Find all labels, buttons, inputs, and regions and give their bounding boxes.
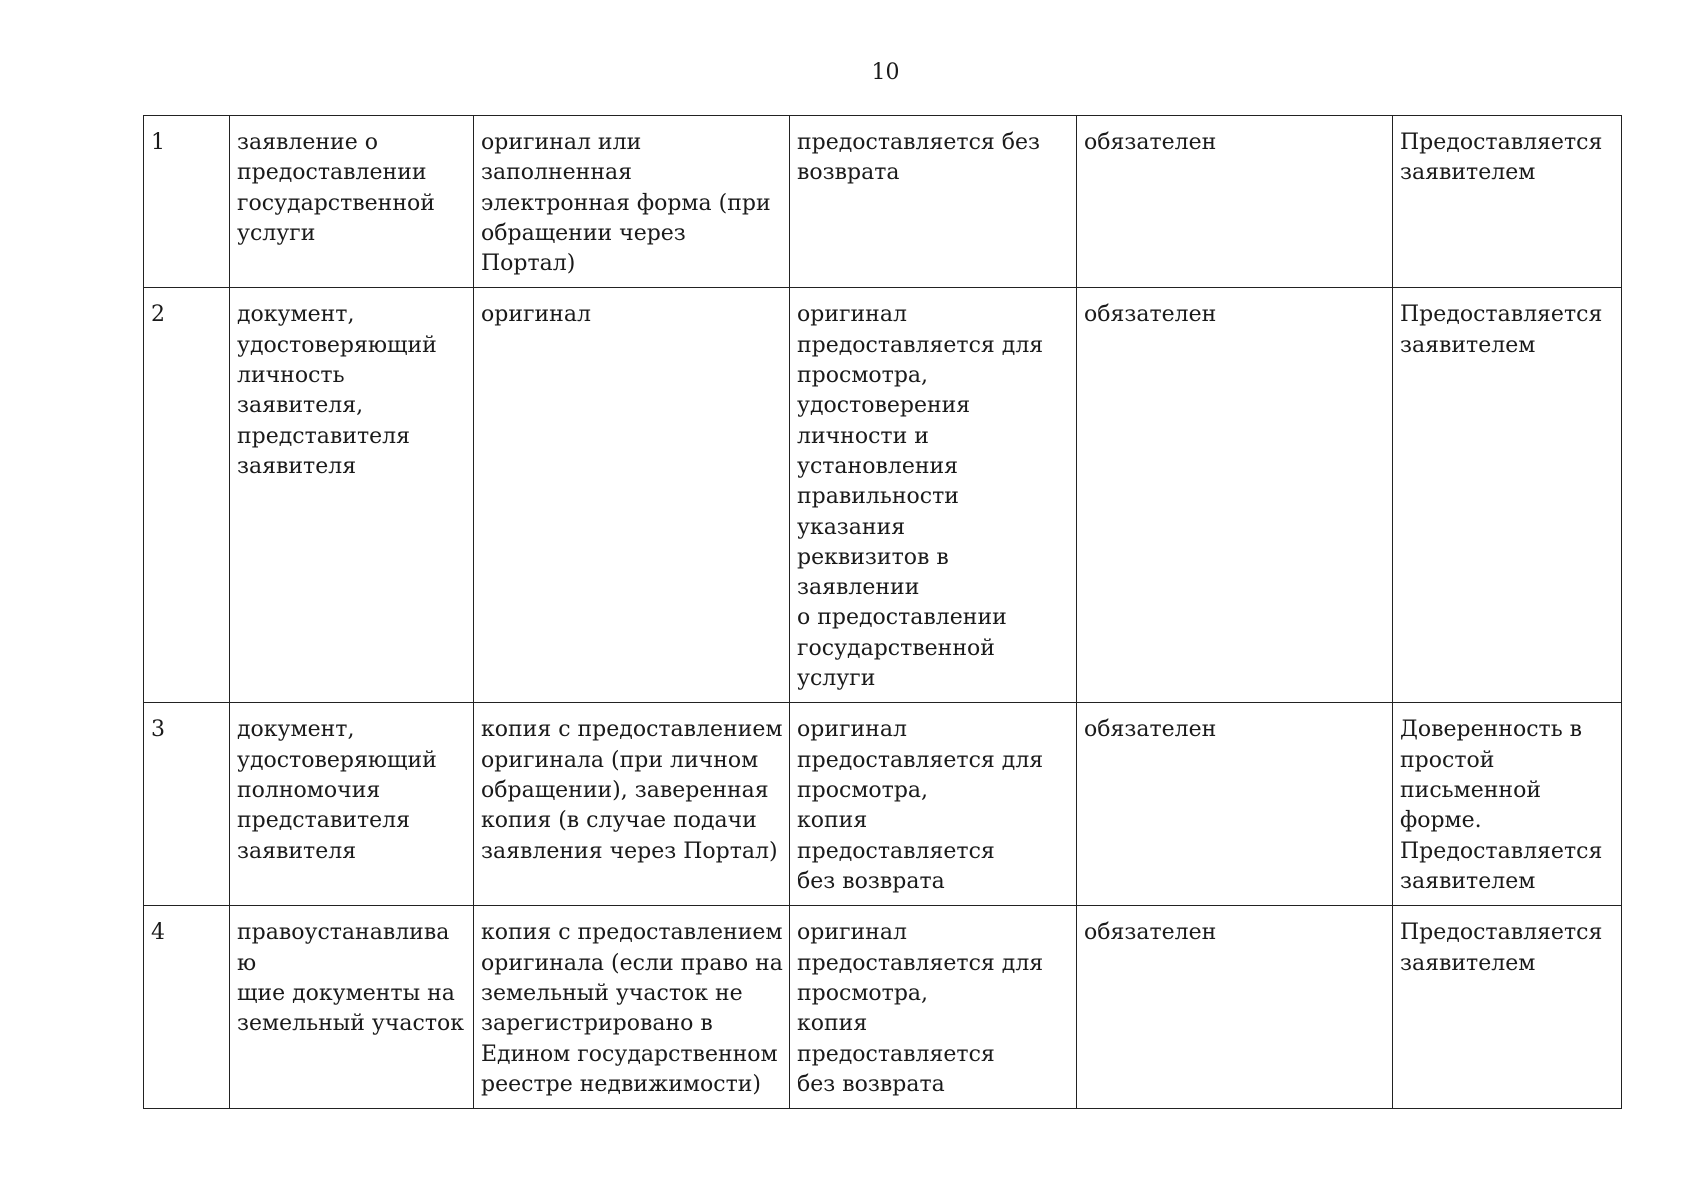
submission-mode-cell (790, 906, 1077, 1109)
document-form: копия с предоставлением оригинала (если право на земельный участок не зарегистрировано в Едином государственном реестре недвижимости) (481, 920, 783, 1097)
row-number: 2 (151, 302, 165, 328)
submission-mode: оригинал предоставляется для просмотра, удостоверения личности и установления правильности указания реквизитов в заявлении о предоставлении государственной услуги (797, 302, 1044, 692)
requirement-status: обязателен (1084, 717, 1217, 743)
submission-note: Предоставляется заявителем (1400, 130, 1603, 186)
document-name-cell (230, 703, 474, 906)
document-form: копия с предоставлением оригинала (при личном обращении), заверенная копия (в случае подачи заявления через Портал) (481, 717, 783, 864)
requirement-cell (1077, 906, 1393, 1109)
row-number: 4 (151, 920, 165, 946)
document-form-cell (474, 288, 790, 703)
document-form: оригинал (481, 302, 591, 328)
row-number-cell (144, 288, 230, 703)
note-cell (1393, 116, 1622, 288)
documents-table (143, 115, 1622, 1109)
note-cell (1393, 906, 1622, 1109)
document-name: правоустанавливаю щие документы на земельный участок (237, 920, 465, 1037)
requirement-status: обязателен (1084, 130, 1217, 155)
row-number: 1 (151, 130, 165, 155)
submission-mode-cell (790, 116, 1077, 288)
table-row (144, 116, 1622, 288)
document-form-cell (474, 703, 790, 906)
submission-note: Доверенность в простой письменной форме. Предоставляется заявителем (1400, 717, 1603, 894)
submission-note: Предоставляется заявителем (1400, 302, 1603, 358)
document-name-cell (230, 906, 474, 1109)
page-number: 10 (871, 60, 900, 85)
submission-mode: предоставляется без возврата (797, 130, 1041, 186)
document-form-cell (474, 906, 790, 1109)
row-number: 3 (151, 717, 165, 743)
note-cell (1393, 288, 1622, 703)
requirement-status: обязателен (1084, 920, 1217, 946)
table-row (144, 703, 1622, 906)
table-row (144, 906, 1622, 1109)
table-row (144, 288, 1622, 703)
row-number-cell (144, 703, 230, 906)
document-name: заявление о предоставлении государственной услуги (237, 130, 435, 246)
note-cell (1393, 703, 1622, 906)
document-form-cell (474, 116, 790, 288)
document-name: документ, удостоверяющий полномочия представителя заявителя (237, 717, 437, 864)
submission-mode: оригинал предоставляется для просмотра, копия предоставляется без возврата (797, 920, 1044, 1097)
submission-note: Предоставляется заявителем (1400, 920, 1603, 976)
requirement-status: обязателен (1084, 302, 1217, 328)
row-number-cell (144, 906, 230, 1109)
document-name-cell (230, 288, 474, 703)
submission-mode-cell (790, 288, 1077, 703)
requirement-cell (1077, 116, 1393, 288)
submission-mode: оригинал предоставляется для просмотра, копия предоставляется без возврата (797, 717, 1044, 894)
document-form: оригинал или заполненная электронная форма (при обращении через Портал) (481, 130, 771, 277)
document-name-cell (230, 116, 474, 288)
requirement-cell (1077, 288, 1393, 703)
document-name: документ, удостоверяющий личность заявителя, представителя заявителя (237, 302, 437, 479)
submission-mode-cell (790, 703, 1077, 906)
requirement-cell (1077, 703, 1393, 906)
row-number-cell (144, 116, 230, 288)
